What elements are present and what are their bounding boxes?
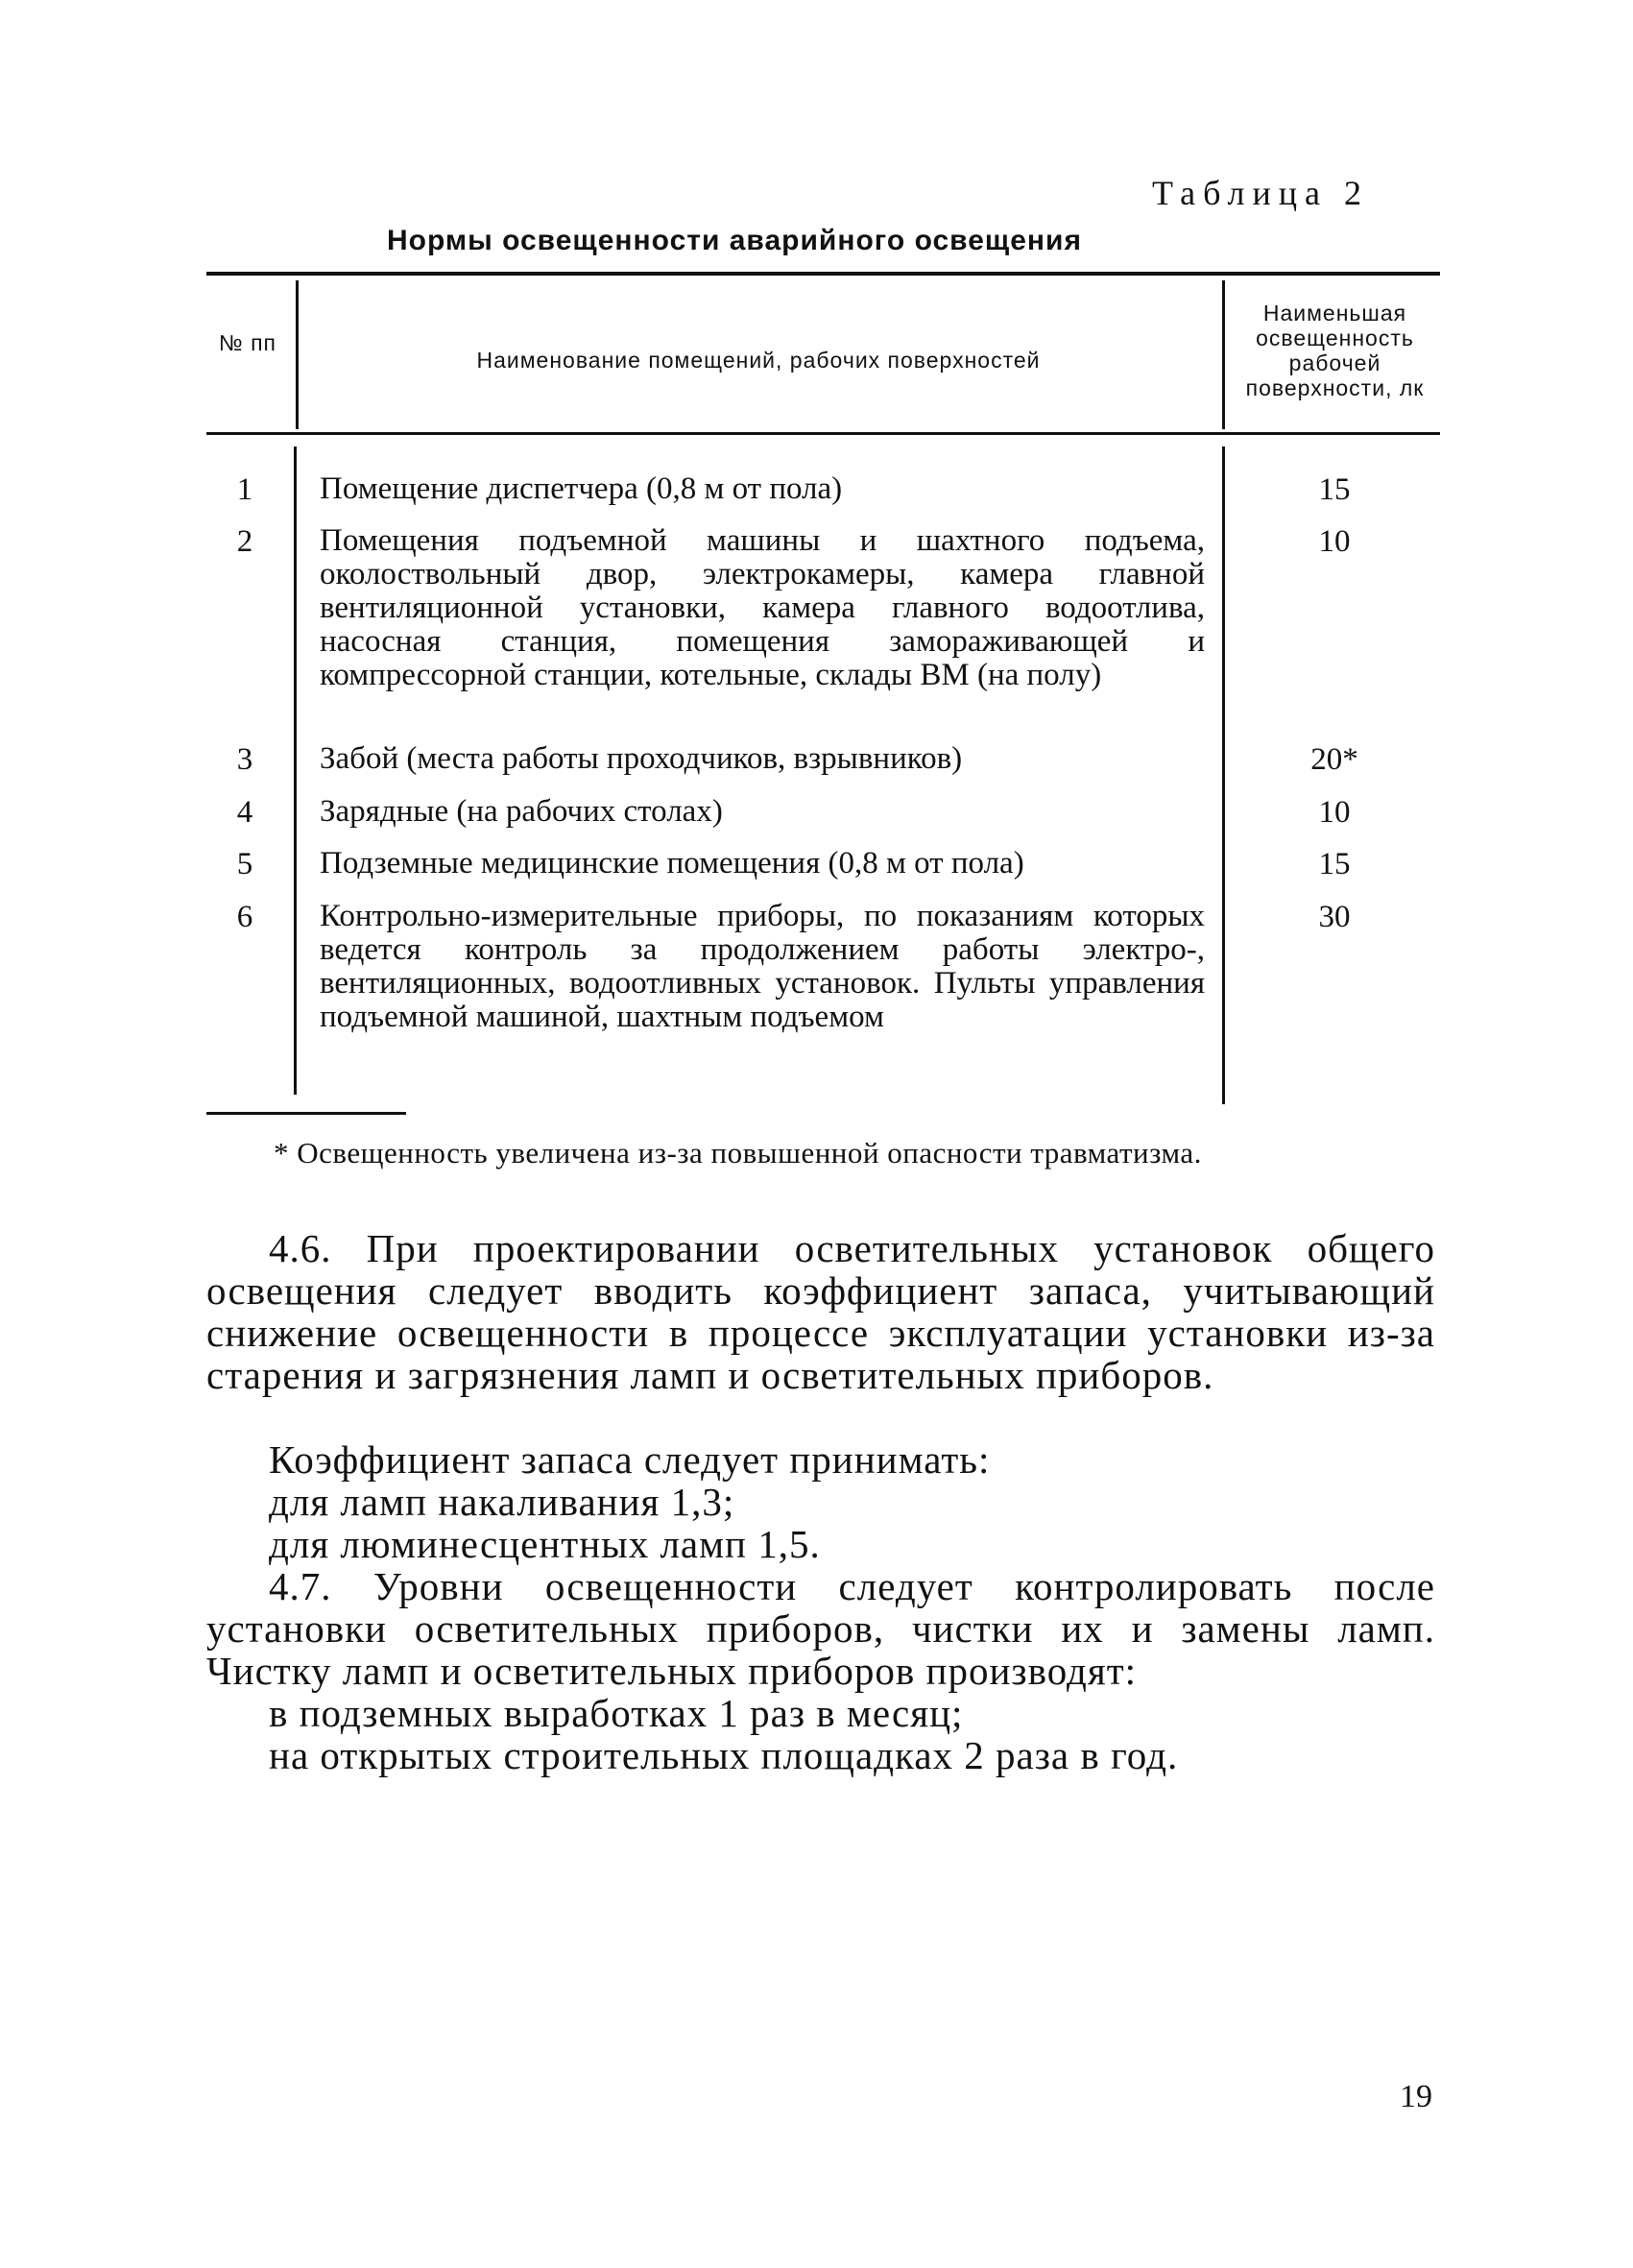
row-1-value: 15 [1318,472,1351,507]
paragraph-4-6: 4.6. При проектировании осветительных установок общего освещения следует вводить коэффициент запаса, учитывающий снижение освещенности в процессе эксплуатации установки из-за старения и загрязнения ламп и осветительных приборов. [206,1226,1435,1397]
row-6-value: 30 [1318,900,1351,934]
row-4-value: 10 [1318,795,1351,830]
row-3-value: 20* [1310,742,1358,777]
paragraph-open-sites: на открытых строительных площадках 2 раза в год. [269,1733,1179,1777]
table-divider-2 [1222,280,1225,429]
page-number: 19 [1400,2079,1432,2114]
footnote: * Освещенность увеличена из-за повышенной опасности травматизма. [274,1136,1202,1170]
paragraph-fluorescent: для люминесцентных ламп 1,5. [269,1522,821,1566]
header-lux: Наименьшая освещенность рабочей поверхности, лк [1245,301,1425,400]
row-1-num: 1 [236,472,253,507]
table-header-rule [206,432,1440,435]
row-5-num: 5 [236,847,253,881]
table-top-rule [206,272,1440,276]
row-1-text: Помещение диспетчера (0,8 м от пола) [320,471,843,506]
paragraph-coefficient-intro: Коэффициент запаса следует принимать: [269,1437,991,1482]
footnote-rule [206,1112,406,1115]
paragraph-underground: в подземных выработках 1 раз в месяц; [269,1691,964,1735]
row-6-num: 6 [236,900,253,934]
table-caption: Таблица 2 [1152,174,1369,212]
table-divider-1-body [294,446,297,1095]
row-5-value: 15 [1318,847,1351,881]
row-4-text: Зарядные (на рабочих столах) [320,794,723,829]
header-name: Наименование помещений, рабочих поверхностей [476,348,1041,373]
row-2-value: 10 [1318,524,1351,559]
paragraph-incandescent: для ламп накаливания 1,3; [269,1480,735,1524]
row-2-num: 2 [236,524,253,559]
row-3-text: Забой (места работы проходчиков, взрывников) [320,741,963,776]
table-divider-1 [296,280,299,429]
row-4-num: 4 [236,795,253,830]
row-3-num: 3 [236,742,253,777]
row-2-text: Помещения подъемной машины и шахтного подъема, околоствольный двор, электрокамеры, камера главной вентиляционной установки, камера главного водоотлива, насосная станция, помещения замораживающей и компрессорной станции, котельные, склады ВМ (на полу) [320,523,1205,692]
paragraph-4-7: 4.7. Уровни освещенности следует контролировать после установки осветительных приборов, чистки их и замены ламп. Чистку ламп и осветительных приборов производят: [206,1564,1435,1693]
table-title: Нормы освещенности аварийного освещения [387,225,1082,256]
table-divider-2-body [1222,446,1225,1104]
row-6-text: Контрольно-измерительные приборы, по показаниям которых ведется контроль за продолжением работы электро-, вентиляционных, водоотливных установок. Пульты управления подъемной машиной, шахтным подъемом [320,899,1205,1034]
row-5-text: Подземные медицинские помещения (0,8 м от пола) [320,846,1024,881]
header-num: № пп [219,330,276,355]
